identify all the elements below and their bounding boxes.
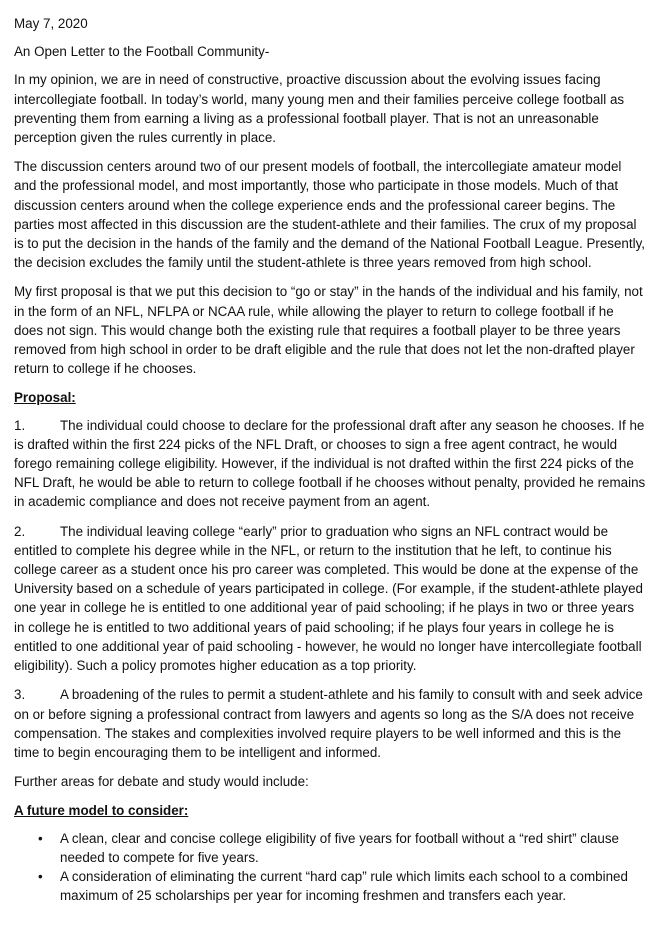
proposal-item-text: The individual could choose to declare for the professional draft after any season he chooses. If he is drafted within the first 224 picks of the NFL Draft, or chooses to sign a free agent contract, he would forego remaining college eligibility. However, if the individual is not drafted within the first 224 picks of the NFL Draft, he would be able to return to college football if he chooses without penalty, provided he remains in academic compliance and does not receive payment from an agent.	[14, 417, 646, 510]
proposal-item-number: 2.	[14, 523, 26, 539]
list-item-text: A consideration of eliminating the current “hard cap” rule which limits each school to a combined maximum of 25 scholarships per year for incoming freshmen and transfers each year.	[60, 868, 628, 904]
list-item	[38, 829, 646, 867]
paragraph-discussion: The discussion centers around two of our present models of football, the intercollegiate amateur model and the professional model, and most importantly, those who participate in those models. Much of that discussion centers around when the college experience ends and the professional career begins. The parties most affected in this discussion are the student-athlete and their families. The crux of my proposal is to put the decision in the hands of the family and the demand of the National Football League. Presently, the decision excludes the family until the student-athlete is three years removed from high school.	[14, 159, 646, 271]
proposal-item-number: 1.	[14, 417, 26, 433]
proposal-item	[14, 416, 646, 512]
proposal-item	[14, 522, 646, 676]
list-item	[38, 867, 646, 905]
further-areas-text: Further areas for debate and study would include:	[14, 774, 309, 790]
list-item-text: A clean, clear and concise college eligibility of five years for football without a “red shirt” clause needed to compete for five years.	[60, 830, 619, 865]
bullet-icon: •	[38, 830, 43, 846]
letter-date: May 7, 2020	[14, 16, 88, 31]
paragraph-intro: In my opinion, we are in need of constructive, proactive discussion about the evolving issues facing intercollegiate football. In today’s world, many young men and their families perceive college football as preventing them from earning a living as a professional football player. That is not an unreasonable perception given the rules currently in place.	[14, 72, 625, 146]
proposal-heading: Proposal:	[14, 390, 76, 406]
letter-salutation: An Open Letter to the Football Community-	[14, 44, 270, 60]
future-model-heading: A future model to consider:	[14, 803, 189, 819]
proposal-item-text: The individual leaving college “early” prior to graduation who signs an NFL contract would be entitled to complete his degree while in the NFL, or return to the institution that he left, to continue his college career as a student once his pro career was completed. This would be done at the expense of the University based on a schedule of years participated in college. (For example, if the student-athlete played one year in college he is entitled to one additional year of paid schooling; if he plays in two or three years in college he is entitled to two additional years of paid schooling; if he plays four years in college he is entitled to one additional year of paid schooling - however, he would no longer have intercollegiate football eligibility). Such a policy promotes higher education as a top priority.	[14, 523, 643, 674]
paragraph-first-proposal: My first proposal is that we put this decision to “go or stay” in the hands of the individual and his family, not in the form of an NFL, NFLPA or NCAA rule, while allowing the player to return to college football if he does not sign. This would change both the existing rule that requires a football player to be three years removed from high school in order to be draft eligible and the rule that does not let the non-drafted player return to college if he chooses.	[14, 284, 643, 377]
proposal-item-number: 3.	[14, 687, 26, 703]
proposal-item	[14, 685, 646, 762]
bullet-icon: •	[38, 868, 43, 884]
future-model-list	[14, 829, 646, 906]
proposal-item-text: A broadening of the rules to permit a student-athlete and his family to consult with and seek advice on or before signing a professional contract from lawyers and agents so long as the S/A does not receive compensation. The stakes and complexities involved require players to be well informed and this is the time to begin encouraging them to be intelligent and informed.	[14, 687, 643, 760]
